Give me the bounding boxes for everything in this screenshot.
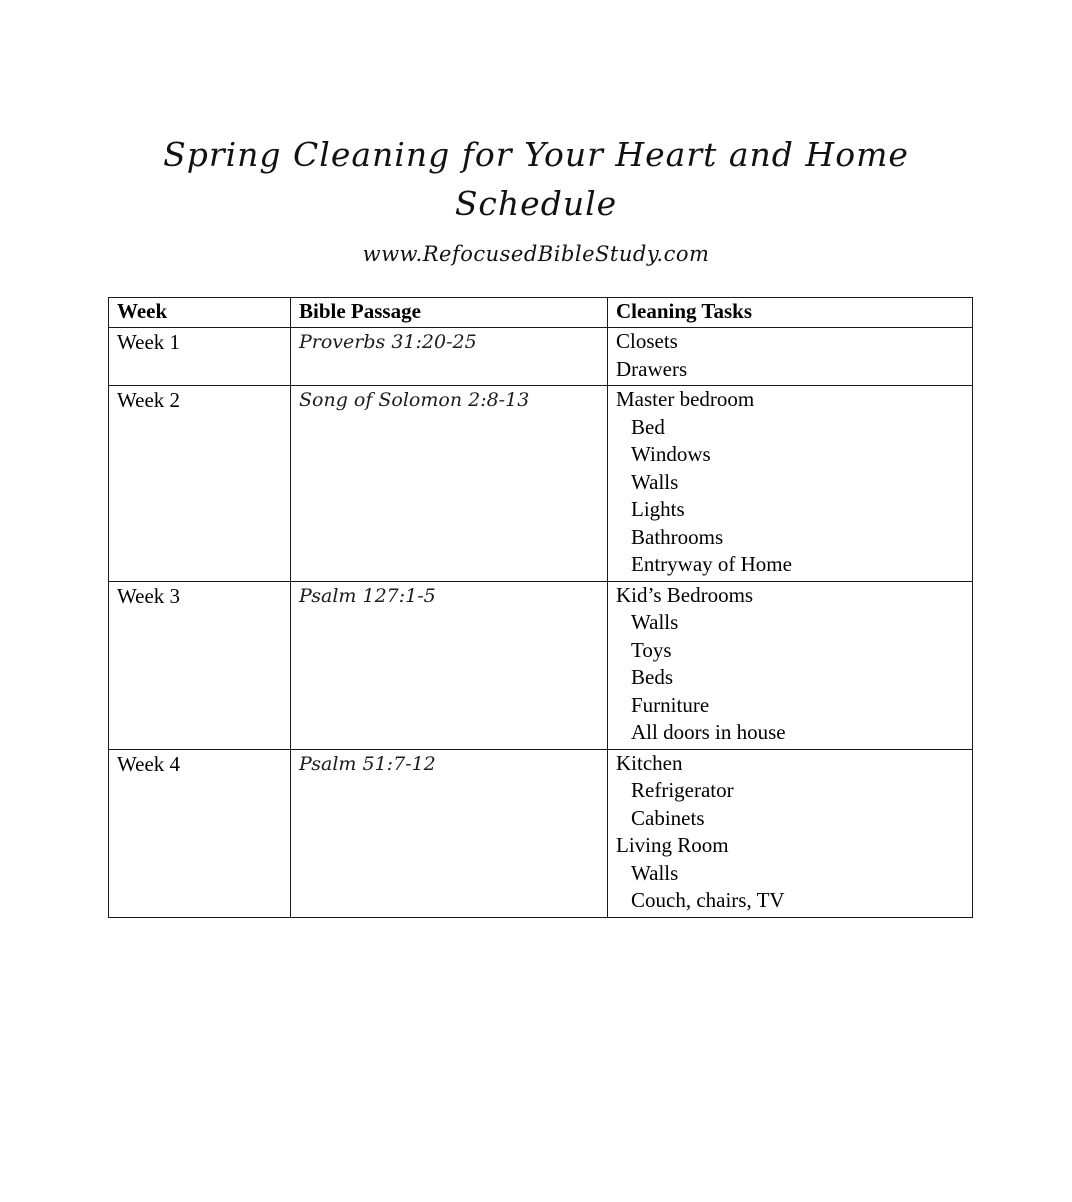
- week-cell: Week 3: [109, 581, 291, 749]
- task-line: Master bedroom: [616, 387, 755, 411]
- task-line: All doors in house: [631, 720, 786, 744]
- week-cell: Week 4: [109, 749, 291, 917]
- header-cleaning-tasks: Cleaning Tasks: [608, 298, 973, 328]
- task-line: Couch, chairs, TV: [631, 888, 785, 912]
- week-cell: Week 1: [109, 328, 291, 386]
- cleaning-tasks-cell: [608, 328, 973, 386]
- task-line: Cabinets: [631, 805, 705, 830]
- document-title-line2: Schedule: [454, 184, 618, 223]
- task-line: Refrigerator: [631, 778, 734, 802]
- schedule-table: [108, 297, 973, 918]
- document-title-line1: Spring Cleaning for Your Heart and Home: [163, 135, 909, 174]
- header-bible-passage: Bible Passage: [291, 298, 608, 328]
- task-line: Bed: [631, 414, 665, 439]
- cleaning-tasks-cell: [608, 386, 973, 582]
- bible-passage-cell: Psalm 51:7-12: [291, 749, 608, 917]
- task-line: Entryway of Home: [631, 552, 792, 576]
- cleaning-tasks-cell: [608, 581, 973, 749]
- bible-passage-cell: Proverbs 31:20-25: [291, 328, 608, 386]
- task-line: Beds: [631, 665, 673, 689]
- task-line: Windows: [631, 442, 711, 466]
- header-week: Week: [109, 298, 291, 328]
- task-line: Furniture: [631, 692, 710, 717]
- task-line: Walls: [631, 860, 679, 885]
- table-row: [109, 581, 973, 749]
- task-line: Walls: [631, 610, 679, 634]
- table-row: [109, 328, 973, 386]
- task-line: Toys: [631, 637, 672, 662]
- task-line: Drawers: [616, 356, 688, 381]
- task-line: Kid’s Bedrooms: [616, 582, 754, 607]
- schedule-table-body: [109, 328, 973, 918]
- task-line: Walls: [631, 469, 679, 494]
- task-line: Kitchen: [616, 750, 683, 775]
- website-url: www.RefocusedBibleStudy.com: [362, 242, 710, 266]
- table-row: [109, 386, 973, 582]
- task-line: Lights: [631, 497, 685, 521]
- task-line: Bathrooms: [631, 524, 724, 549]
- week-cell: Week 2: [109, 386, 291, 582]
- bible-passage-cell: Psalm 127:1-5: [291, 581, 608, 749]
- title-block: [0, 0, 1072, 266]
- cleaning-tasks-cell: [608, 749, 973, 917]
- bible-passage-cell: Song of Solomon 2:8-13: [291, 386, 608, 582]
- task-line: Closets: [616, 329, 678, 353]
- task-line: Living Room: [616, 833, 729, 857]
- table-row: [109, 749, 973, 917]
- table-header-row: [109, 298, 973, 328]
